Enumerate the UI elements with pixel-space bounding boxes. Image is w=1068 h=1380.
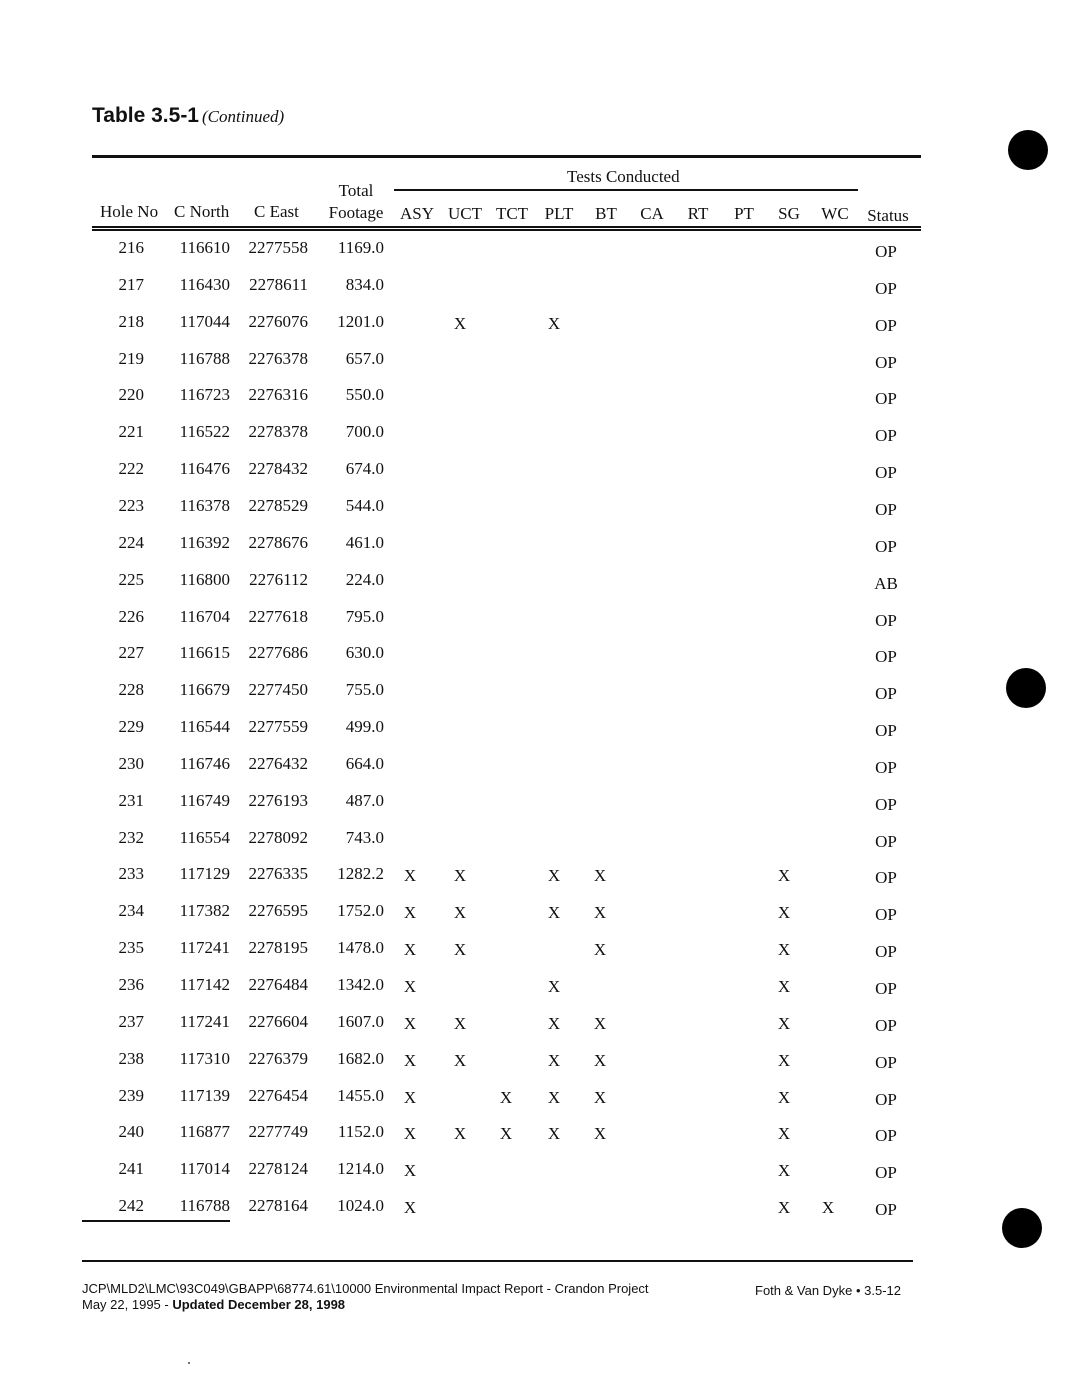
hole-no-cell: 239 xyxy=(118,1086,144,1105)
c-north-cell: 116610 xyxy=(179,238,230,257)
footer-bullet: • xyxy=(855,1283,861,1298)
status-cell: OP xyxy=(875,1126,897,1145)
c-north-cell: 116544 xyxy=(179,717,230,736)
total-footage-cell: 224.0 xyxy=(345,570,384,589)
footer-updated: Updated December 28, 1998 xyxy=(172,1297,346,1312)
test-mark-sg: X xyxy=(777,1014,791,1033)
total-footage-cell: 550.0 xyxy=(345,385,384,404)
c-north-cell: 116378 xyxy=(179,496,230,515)
footer-file-path: JCP\MLD2\LMC\93C049\GBAPP\68774.61\10000 xyxy=(82,1281,372,1296)
hole-no-cell: 232 xyxy=(118,828,144,847)
header-c-north: C North xyxy=(174,202,230,221)
c-east-cell: 2278378 xyxy=(248,422,308,441)
c-north-cell: 117044 xyxy=(179,312,230,331)
hole-no-cell: 217 xyxy=(118,275,144,294)
c-east-cell: 2278092 xyxy=(248,828,308,847)
c-north-cell: 116522 xyxy=(179,422,230,441)
test-mark-uct: X xyxy=(453,940,467,959)
hole-no-cell: 221 xyxy=(118,422,144,441)
status-cell: OP xyxy=(875,979,897,998)
test-mark-asy: X xyxy=(403,1051,417,1070)
total-footage-cell: 1169.0 xyxy=(337,238,384,257)
c-north-cell: 117014 xyxy=(179,1159,230,1178)
c-north-cell: 116554 xyxy=(179,828,230,847)
footer-left xyxy=(82,1281,649,1313)
footer-company: Foth & Van Dyke xyxy=(755,1283,853,1298)
c-east-cell: 2276335 xyxy=(248,864,308,883)
hole-no-cell: 222 xyxy=(118,459,144,478)
hole-no-cell: 229 xyxy=(118,717,144,736)
c-east-cell: 2276193 xyxy=(248,791,308,810)
c-east-cell: 2276604 xyxy=(248,1012,308,1031)
c-north-cell: 116788 xyxy=(179,1196,230,1215)
test-mark-plt: X xyxy=(547,1124,561,1143)
c-east-cell: 2276484 xyxy=(248,975,308,994)
header-test-tct: TCT xyxy=(495,204,529,223)
total-footage-cell: 1024.0 xyxy=(337,1196,384,1215)
page-title xyxy=(92,104,284,128)
status-cell: OP xyxy=(875,868,897,887)
c-east-cell: 2277450 xyxy=(248,680,308,699)
c-east-cell: 2276112 xyxy=(249,570,308,589)
header-test-ca: CA xyxy=(640,204,664,223)
c-north-cell: 117310 xyxy=(179,1049,230,1068)
c-north-cell: 116430 xyxy=(179,275,230,294)
status-cell: OP xyxy=(875,500,897,519)
c-north-cell: 116723 xyxy=(179,385,230,404)
status-cell: OP xyxy=(875,684,897,703)
status-cell: OP xyxy=(875,1016,897,1035)
test-mark-asy: X xyxy=(403,1198,417,1217)
total-footage-cell: 461.0 xyxy=(345,533,384,552)
status-cell: OP xyxy=(875,242,897,261)
total-footage-cell: 630.0 xyxy=(345,643,384,662)
test-mark-asy: X xyxy=(403,866,417,885)
total-footage-cell: 1607.0 xyxy=(337,1012,384,1031)
c-east-cell: 2276432 xyxy=(248,754,308,773)
status-cell: OP xyxy=(875,426,897,445)
header-total: Total xyxy=(338,181,374,200)
tests-conducted-rule xyxy=(394,189,858,191)
hole-no-cell: 225 xyxy=(118,570,144,589)
c-east-cell: 2278529 xyxy=(248,496,308,515)
hole-no-cell: 242 xyxy=(118,1196,144,1215)
header-test-asy: ASY xyxy=(399,204,435,223)
table-number: Table 3.5-1 xyxy=(92,104,199,127)
test-mark-tct: X xyxy=(499,1124,513,1143)
test-mark-bt: X xyxy=(593,866,607,885)
hole-no-cell: 240 xyxy=(118,1122,144,1141)
hole-no-cell: 218 xyxy=(118,312,144,331)
test-mark-sg: X xyxy=(777,1124,791,1143)
c-north-cell: 116476 xyxy=(179,459,230,478)
c-east-cell: 2277686 xyxy=(248,643,308,662)
test-mark-plt: X xyxy=(547,1014,561,1033)
test-mark-plt: X xyxy=(547,903,561,922)
status-cell: OP xyxy=(875,1053,897,1072)
c-north-cell: 117241 xyxy=(179,938,230,957)
status-cell: OP xyxy=(875,611,897,630)
test-mark-uct: X xyxy=(453,1124,467,1143)
footer-right xyxy=(755,1283,901,1299)
total-footage-cell: 834.0 xyxy=(345,275,384,294)
c-east-cell: 2278676 xyxy=(248,533,308,552)
footer-page-number: 3.5-12 xyxy=(864,1283,901,1298)
test-mark-uct: X xyxy=(453,866,467,885)
hole-no-cell: 226 xyxy=(118,607,144,626)
c-north-cell: 116749 xyxy=(179,791,230,810)
header-test-uct: UCT xyxy=(448,204,482,223)
test-mark-asy: X xyxy=(403,903,417,922)
status-cell: OP xyxy=(875,1163,897,1182)
total-footage-cell: 1282.2 xyxy=(337,864,384,883)
test-mark-sg: X xyxy=(777,903,791,922)
table-top-rule xyxy=(92,155,921,158)
c-north-cell: 116800 xyxy=(179,570,230,589)
test-mark-plt: X xyxy=(547,977,561,996)
total-footage-cell: 487.0 xyxy=(345,791,384,810)
test-mark-bt: X xyxy=(593,1088,607,1107)
hole-no-cell: 231 xyxy=(118,791,144,810)
total-footage-cell: 1682.0 xyxy=(337,1049,384,1068)
hole-no-cell: 237 xyxy=(118,1012,144,1031)
status-cell: OP xyxy=(875,537,897,556)
c-east-cell: 2277749 xyxy=(248,1122,308,1141)
c-north-cell: 116877 xyxy=(179,1122,230,1141)
status-cell: OP xyxy=(875,942,897,961)
hole-no-cell: 236 xyxy=(118,975,144,994)
hole-no-cell: 227 xyxy=(118,643,144,662)
status-cell: OP xyxy=(875,279,897,298)
hole-no-cell: 219 xyxy=(118,349,144,368)
c-east-cell: 2276076 xyxy=(248,312,308,331)
test-mark-uct: X xyxy=(453,1051,467,1070)
status-cell: OP xyxy=(875,905,897,924)
status-cell: OP xyxy=(875,463,897,482)
total-footage-cell: 1752.0 xyxy=(337,901,384,920)
c-east-cell: 2276379 xyxy=(248,1049,308,1068)
scan-speck xyxy=(188,1362,190,1364)
header-double-rule-bottom xyxy=(92,229,921,231)
test-mark-bt: X xyxy=(593,1124,607,1143)
status-cell: OP xyxy=(875,832,897,851)
header-test-wc: WC xyxy=(821,204,849,223)
table-end-rule xyxy=(82,1220,230,1222)
test-mark-asy: X xyxy=(403,1161,417,1180)
test-mark-bt: X xyxy=(593,940,607,959)
test-mark-bt: X xyxy=(593,1051,607,1070)
test-mark-uct: X xyxy=(453,903,467,922)
c-north-cell: 117142 xyxy=(179,975,230,994)
hole-no-cell: 220 xyxy=(118,385,144,404)
hole-no-cell: 224 xyxy=(118,533,144,552)
total-footage-cell: 664.0 xyxy=(345,754,384,773)
c-north-cell: 116615 xyxy=(179,643,230,662)
test-mark-bt: X xyxy=(593,903,607,922)
footer-rule xyxy=(82,1260,913,1262)
footer-report-title: Environmental Impact Report - Crandon Project xyxy=(374,1281,649,1296)
header-test-rt: RT xyxy=(687,204,709,223)
test-mark-uct: X xyxy=(453,1014,467,1033)
table-continued-note: (Continued) xyxy=(202,107,285,126)
c-east-cell: 2277618 xyxy=(248,607,308,626)
hole-no-cell: 216 xyxy=(118,238,144,257)
c-east-cell: 2278432 xyxy=(248,459,308,478)
test-mark-sg: X xyxy=(777,977,791,996)
test-mark-sg: X xyxy=(777,1198,791,1217)
hole-no-cell: 238 xyxy=(118,1049,144,1068)
header-test-sg: SG xyxy=(778,204,800,223)
total-footage-cell: 743.0 xyxy=(345,828,384,847)
status-cell: OP xyxy=(875,647,897,666)
total-footage-cell: 1152.0 xyxy=(337,1122,384,1141)
binder-hole-bottom xyxy=(1002,1208,1042,1248)
total-footage-cell: 674.0 xyxy=(345,459,384,478)
status-cell: OP xyxy=(875,1200,897,1219)
status-cell: OP xyxy=(875,721,897,740)
c-east-cell: 2276454 xyxy=(248,1086,308,1105)
hole-no-cell: 233 xyxy=(118,864,144,883)
status-cell: OP xyxy=(875,795,897,814)
total-footage-cell: 700.0 xyxy=(345,422,384,441)
footer-date: May 22, 1995 - xyxy=(82,1297,173,1312)
total-footage-cell: 1214.0 xyxy=(337,1159,384,1178)
test-mark-tct: X xyxy=(499,1088,513,1107)
status-cell: OP xyxy=(875,353,897,372)
total-footage-cell: 1201.0 xyxy=(337,312,384,331)
c-north-cell: 116746 xyxy=(179,754,230,773)
hole-no-cell: 230 xyxy=(118,754,144,773)
c-north-cell: 117129 xyxy=(179,864,230,883)
status-cell: AB xyxy=(874,574,898,593)
header-c-east: C East xyxy=(254,202,299,221)
hole-no-cell: 223 xyxy=(118,496,144,515)
test-mark-asy: X xyxy=(403,977,417,996)
total-footage-cell: 755.0 xyxy=(345,680,384,699)
binder-hole-middle xyxy=(1006,668,1046,708)
c-east-cell: 2278195 xyxy=(248,938,308,957)
c-north-cell: 117382 xyxy=(179,901,230,920)
total-footage-cell: 657.0 xyxy=(345,349,384,368)
hole-no-cell: 241 xyxy=(118,1159,144,1178)
c-east-cell: 2278611 xyxy=(249,275,308,294)
test-mark-plt: X xyxy=(547,866,561,885)
test-mark-plt: X xyxy=(547,314,561,333)
test-mark-sg: X xyxy=(777,940,791,959)
total-footage-cell: 544.0 xyxy=(345,496,384,515)
c-east-cell: 2277559 xyxy=(248,717,308,736)
test-mark-asy: X xyxy=(403,940,417,959)
c-north-cell: 117139 xyxy=(179,1086,230,1105)
test-mark-plt: X xyxy=(547,1051,561,1070)
c-north-cell: 116704 xyxy=(179,607,230,626)
c-north-cell: 116392 xyxy=(179,533,230,552)
hole-no-cell: 234 xyxy=(118,901,144,920)
status-cell: OP xyxy=(875,1090,897,1109)
c-east-cell: 2278124 xyxy=(248,1159,308,1178)
test-mark-asy: X xyxy=(403,1014,417,1033)
status-cell: OP xyxy=(875,389,897,408)
status-cell: OP xyxy=(875,758,897,777)
test-mark-asy: X xyxy=(403,1124,417,1143)
header-status: Status xyxy=(867,206,909,225)
total-footage-cell: 795.0 xyxy=(345,607,384,626)
total-footage-cell: 1342.0 xyxy=(337,975,384,994)
c-north-cell: 116679 xyxy=(179,680,230,699)
test-mark-sg: X xyxy=(777,866,791,885)
c-north-cell: 116788 xyxy=(179,349,230,368)
test-mark-sg: X xyxy=(777,1051,791,1070)
test-mark-bt: X xyxy=(593,1014,607,1033)
test-mark-sg: X xyxy=(777,1161,791,1180)
total-footage-cell: 1478.0 xyxy=(337,938,384,957)
header-footage: Footage xyxy=(328,203,384,222)
header-test-plt: PLT xyxy=(544,204,574,223)
test-mark-uct: X xyxy=(453,314,467,333)
status-cell: OP xyxy=(875,316,897,335)
hole-no-cell: 228 xyxy=(118,680,144,699)
c-east-cell: 2276378 xyxy=(248,349,308,368)
binder-hole-top xyxy=(1008,130,1048,170)
test-mark-asy: X xyxy=(403,1088,417,1107)
header-tests-conducted: Tests Conducted xyxy=(567,167,680,186)
hole-no-cell: 235 xyxy=(118,938,144,957)
test-mark-sg: X xyxy=(777,1088,791,1107)
header-hole-no: Hole No xyxy=(100,202,159,221)
header-test-bt: BT xyxy=(595,204,617,223)
total-footage-cell: 1455.0 xyxy=(337,1086,384,1105)
c-east-cell: 2276595 xyxy=(248,901,308,920)
c-north-cell: 117241 xyxy=(179,1012,230,1031)
header-test-pt: PT xyxy=(734,204,754,223)
test-mark-plt: X xyxy=(547,1088,561,1107)
total-footage-cell: 499.0 xyxy=(345,717,384,736)
c-east-cell: 2278164 xyxy=(248,1196,308,1215)
c-east-cell: 2277558 xyxy=(248,238,308,257)
test-mark-wc: X xyxy=(821,1198,835,1217)
header-double-rule-top xyxy=(92,226,921,228)
c-east-cell: 2276316 xyxy=(248,385,308,404)
